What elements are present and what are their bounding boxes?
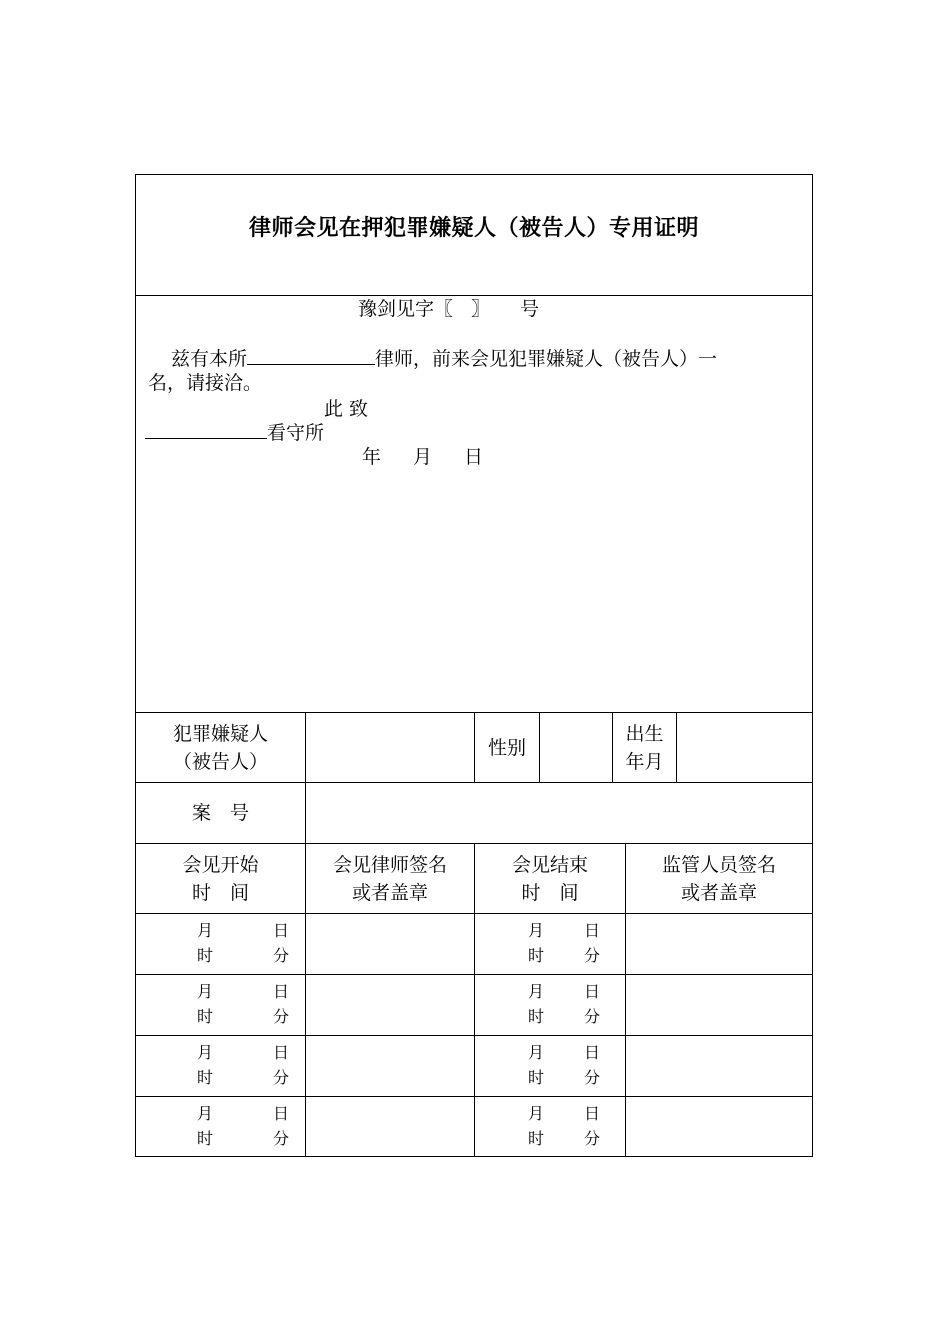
suspect-label-2: （被告人） [172,750,268,773]
case-label-cell [136,782,305,843]
month-label: 月 [528,1043,545,1062]
day-label: 日 [584,982,601,1001]
header-lawyer-signature-2: 或者盖章 [351,881,428,904]
header-lawyer-signature-1: 会见律师签名 [332,853,447,876]
minute-label: 分 [584,1068,601,1087]
hour-label: 时 [197,1129,214,1148]
lawyer-signature-field[interactable] [305,913,474,974]
letter-intro: 兹有本所 [171,348,248,370]
birth-label-2: 年月 [625,750,664,773]
day-label: 日 [273,1043,290,1062]
supervisor-signature-field[interactable] [625,974,812,1035]
doc-number-prefix: 豫剑见字〖 [358,298,454,320]
doc-number-bracket-close: 〗 [471,298,491,320]
end-time-field[interactable] [474,913,625,974]
date-year: 年 [362,446,382,468]
date-month: 月 [413,446,433,468]
doc-number [358,297,539,321]
birth-label-cell [612,712,676,782]
case-label: 案 号 [191,802,249,824]
salutation: 此 致 [324,398,369,420]
detention-center-blank[interactable] [145,438,267,439]
month-label: 月 [528,982,545,1001]
hour-label: 时 [528,1007,545,1026]
certificate-form [135,174,813,1157]
birth-label-1: 出生 [625,722,664,745]
supervisor-signature-field[interactable] [625,1035,812,1096]
lawyer-signature-field[interactable] [305,974,474,1035]
hour-label: 时 [197,1007,214,1026]
hour-label: 时 [528,1068,545,1087]
day-label: 日 [273,921,290,940]
header-supervisor-signature [625,843,812,913]
date-day: 日 [464,446,484,468]
doc-number-suffix: 号 [520,298,540,320]
minute-label: 分 [584,946,601,965]
gender-label-cell [474,712,539,782]
start-time-field[interactable] [136,1035,305,1096]
lawyer-signature-field[interactable] [305,1035,474,1096]
supervisor-signature-field[interactable] [625,1096,812,1156]
start-time-field[interactable] [136,974,305,1035]
hour-label: 时 [528,1129,545,1148]
suspect-label-cell [136,712,305,782]
header-end-time [474,843,625,913]
month-label: 月 [197,982,214,1001]
day-label: 日 [584,1043,601,1062]
header-end-time-2: 时 间 [521,881,579,904]
day-label: 日 [273,1104,290,1123]
meeting-table [136,712,812,1156]
suspect-name-field[interactable] [305,712,474,782]
header-supervisor-signature-2: 或者盖章 [680,881,757,904]
minute-label: 分 [273,946,290,965]
suspect-label-1: 犯罪嫌疑人 [172,722,268,745]
gender-label: 性别 [487,736,526,759]
lawyer-name-blank[interactable] [247,364,375,365]
case-number-field[interactable] [305,782,812,843]
end-time-field[interactable] [474,1035,625,1096]
start-time-field[interactable] [136,913,305,974]
month-label: 月 [197,921,214,940]
gender-field[interactable] [539,712,612,782]
birth-field[interactable] [676,712,812,782]
letter-line-2: 名，请接洽。 [148,372,263,394]
letter-section [136,296,812,713]
supervisor-signature-field[interactable] [625,913,812,974]
lawyer-signature-field[interactable] [305,1096,474,1156]
start-time-field[interactable] [136,1096,305,1156]
day-label: 日 [273,982,290,1001]
header-start-time [136,843,305,913]
header-start-time-2: 时 间 [191,881,249,904]
form-title: 律师会见在押犯罪嫌疑人（被告人）专用证明 [248,216,699,241]
title-section [136,175,812,296]
letter-purpose: 律师，前来会见犯罪嫌疑人（被告人）一 [375,348,718,370]
letter-date [362,445,483,469]
minute-label: 分 [584,1007,601,1026]
hour-label: 时 [197,946,214,965]
month-label: 月 [528,921,545,940]
recipient-suffix: 看守所 [267,422,325,444]
month-label: 月 [197,1043,214,1062]
minute-label: 分 [584,1129,601,1148]
end-time-field[interactable] [474,974,625,1035]
minute-label: 分 [273,1129,290,1148]
header-start-time-1: 会见开始 [182,853,259,876]
minute-label: 分 [273,1068,290,1087]
header-end-time-1: 会见结束 [511,853,588,876]
recipient-line [145,421,324,445]
month-label: 月 [197,1104,214,1123]
hour-label: 时 [528,946,545,965]
day-label: 日 [584,921,601,940]
header-lawyer-signature [305,843,474,913]
minute-label: 分 [273,1007,290,1026]
letter-line-1 [171,347,717,371]
day-label: 日 [584,1104,601,1123]
month-label: 月 [528,1104,545,1123]
hour-label: 时 [197,1068,214,1087]
end-time-field[interactable] [474,1096,625,1156]
header-supervisor-signature-1: 监管人员签名 [661,853,776,876]
